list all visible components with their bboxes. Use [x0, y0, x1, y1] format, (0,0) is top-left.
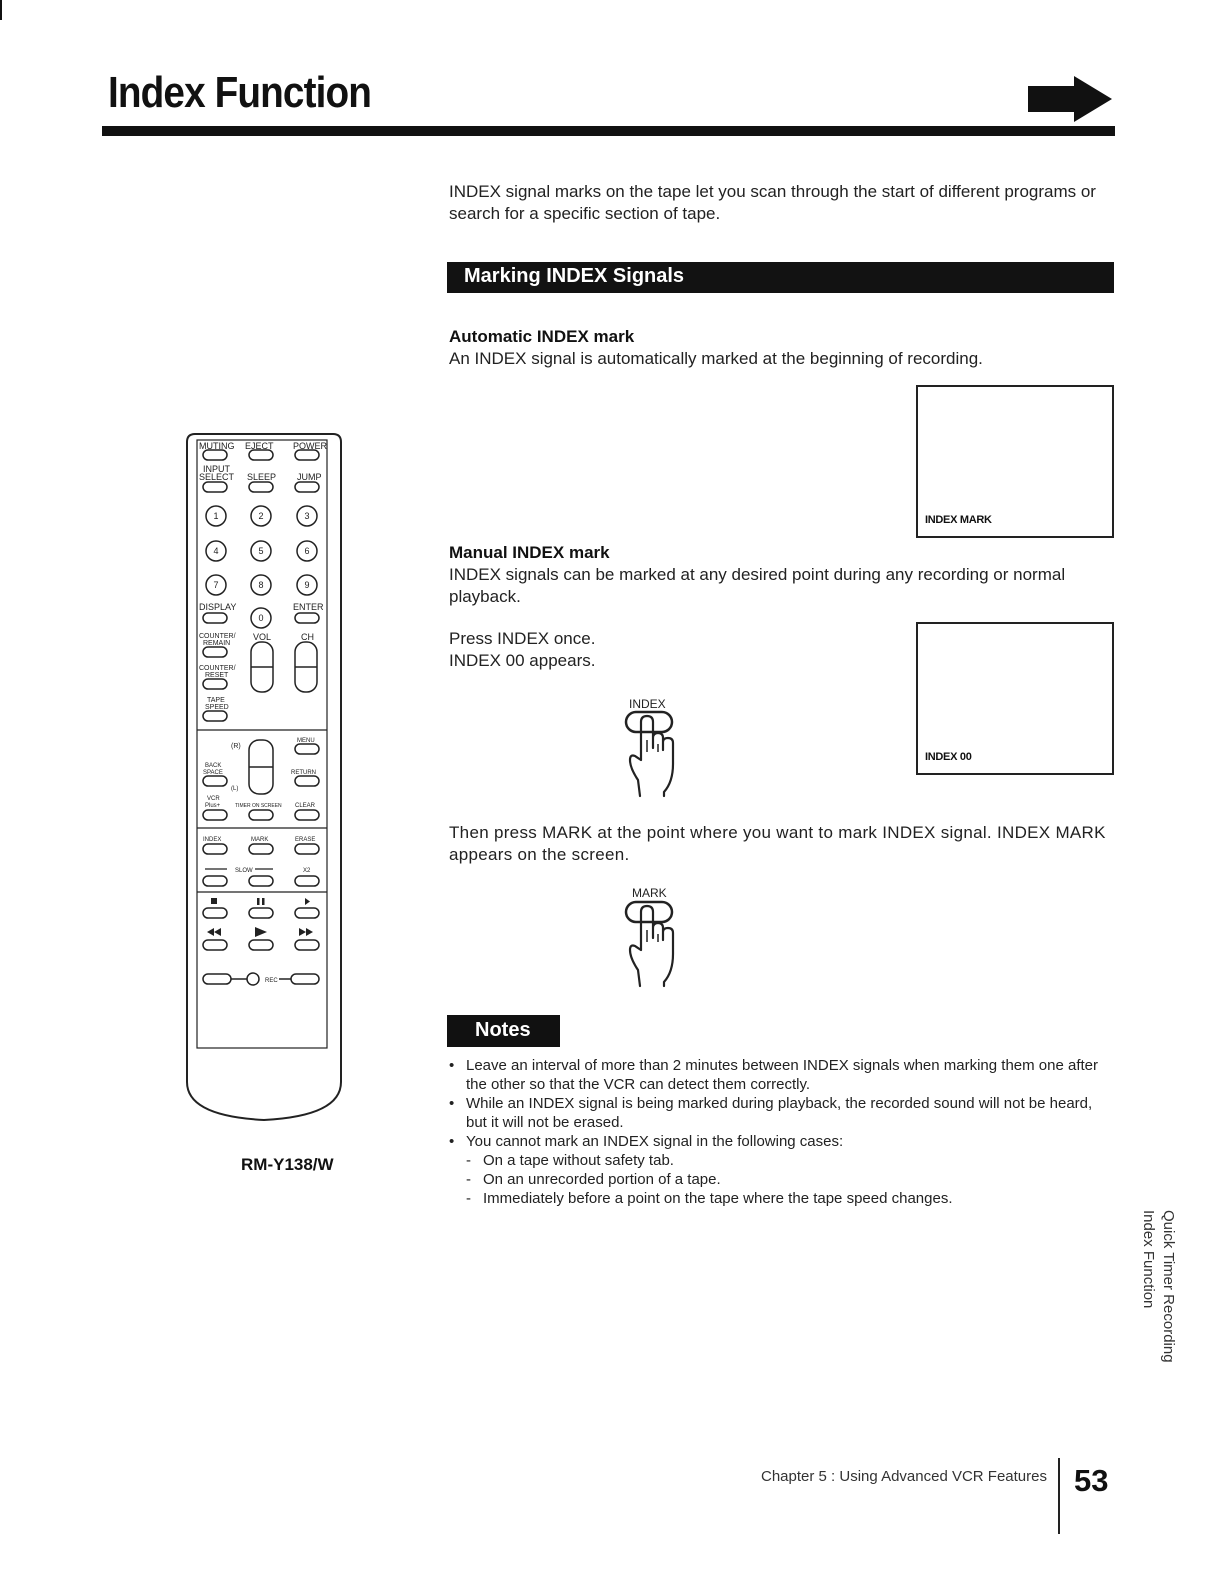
remote-label-slow: SLOW: [235, 868, 253, 874]
page-number: 53: [1074, 1463, 1109, 1498]
remote-slow-plus-button: [249, 876, 273, 886]
step-press-index: Press INDEX once.: [449, 629, 596, 648]
remote-digit-label: 6: [304, 546, 310, 556]
remote-timer-on-screen-button: [249, 810, 273, 820]
remote-label-eject: EJECT: [245, 441, 274, 451]
list-item: • While an INDEX signal is being marked during playback, the recorded sound will not be heard, but it will not be erased.: [449, 1094, 1114, 1132]
remote-input-select-button: [203, 482, 227, 492]
remote-digit-label: 8: [258, 580, 264, 590]
section-title: Marking INDEX Signals: [464, 265, 685, 287]
remote-muting-button: [203, 450, 227, 460]
list-item: • Leave an interval of more than 2 minutes between INDEX signals when marking them one after the other so that the VCR can detect them correctly.: [449, 1056, 1114, 1094]
remote-label-remain: REMAIN: [203, 640, 231, 647]
remote-jump-button: [295, 482, 319, 492]
hand-press-mark-icon: [616, 898, 686, 988]
remote-return-button: [295, 776, 319, 786]
mark-button-label: MARK: [632, 886, 667, 900]
page-title: Index Function: [108, 68, 372, 117]
remote-digit-label: 2: [258, 511, 264, 521]
manual-mark-text: INDEX signals can be marked at any desired point during any recording or normal playback.: [449, 565, 1066, 606]
notes-title: Notes: [475, 1019, 531, 1041]
remote-index-button: [203, 844, 227, 854]
remote-model-label: RM-Y138/W: [241, 1155, 334, 1174]
remote-clear-button: [295, 810, 319, 820]
remote-label-display: DISPLAY: [199, 602, 237, 612]
remote-sleep-button: [249, 482, 273, 492]
remote-pause-button: [249, 908, 273, 918]
fast-forward-icon: [299, 928, 306, 936]
remote-label-sleep: SLEEP: [247, 472, 277, 482]
remote-label-power: POWER: [293, 441, 328, 451]
remote-display-button: [203, 613, 227, 623]
cases-list: [466, 1151, 1114, 1208]
remote-label-space: SPACE: [203, 770, 223, 776]
manual-mark-heading: Manual INDEX mark: [449, 543, 610, 562]
remote-label-r: (R): [231, 743, 241, 750]
remote-label-reset: RESET: [205, 672, 229, 679]
rewind-icon: [207, 928, 214, 936]
remote-label-erase: ERASE: [295, 837, 316, 843]
intro-text: INDEX signal marks on the tape let you scan through the start of different programs or search for a specific section of tape.: [449, 182, 1096, 223]
side-tab-section: Index Function: [1140, 1210, 1157, 1309]
remote-stop-button: [203, 908, 227, 918]
play-icon: [255, 927, 267, 937]
remote-label-tape: TAPE: [207, 697, 225, 704]
remote-label-plus: Plus+: [205, 803, 221, 809]
hand-press-index-icon: [616, 708, 686, 798]
remote-label-timer-on-screen: TIMER ON SCREEN: [235, 803, 282, 809]
remote-rewind-button: [203, 940, 227, 950]
remote-label-input: INPUT: [203, 464, 230, 474]
screen-label: INDEX 00: [925, 751, 972, 763]
remote-label-counter: COUNTER/: [199, 665, 236, 672]
screen-label: INDEX MARK: [925, 514, 992, 526]
remote-ffwd-button: [295, 940, 319, 950]
remote-tape-speed-button: [203, 711, 227, 721]
remote-label-back: BACK: [205, 763, 222, 769]
remote-label-counter: COUNTER/: [199, 633, 236, 640]
remote-label-clear: CLEAR: [295, 803, 316, 809]
list-item-text: You cannot mark an INDEX signal in the following cases:: [466, 1133, 844, 1150]
remote-rec-indicator: [247, 973, 259, 985]
remote-label-vcr: VCR: [207, 796, 220, 802]
remote-label-jump: JUMP: [297, 472, 322, 482]
remote-label-muting: MUTING: [199, 441, 235, 451]
list-item: - Immediately before a point on the tape where the tape speed changes.: [466, 1189, 1114, 1208]
remote-label-menu: MENU: [297, 738, 315, 744]
remote-counter-remain-button: [203, 647, 227, 657]
step-index-appears: INDEX 00 appears.: [449, 651, 596, 670]
remote-play-button: [249, 940, 273, 950]
remote-power-button: [295, 450, 319, 460]
remote-label-enter: ENTER: [293, 602, 324, 612]
remote-label-index: INDEX: [203, 837, 222, 843]
remote-rec-left-button: [203, 974, 231, 984]
remote-label-select: SELECT: [199, 472, 235, 482]
tv-screen-index-mark: [916, 385, 1114, 538]
remote-eject-button: [249, 450, 273, 460]
index-button-label: INDEX: [629, 697, 666, 711]
remote-x2-button: [295, 876, 319, 886]
stop-icon: [211, 898, 217, 904]
remote-label-return: RETURN: [291, 770, 316, 776]
remote-label-rec: REC: [265, 978, 278, 984]
footer-chapter: Chapter 5 : Using Advanced VCR Features: [761, 1468, 1047, 1485]
remote-label-x2: X2: [303, 868, 311, 874]
remote-enter-button: [295, 613, 319, 623]
remote-digit-label: 5: [258, 546, 264, 556]
remote-label-ch: CH: [301, 632, 314, 642]
remote-counter-reset-button: [203, 679, 227, 689]
list-item: - On an unrecorded portion of a tape.: [466, 1170, 1114, 1189]
list-item: [449, 1132, 1114, 1208]
remote-erase-button: [295, 844, 319, 854]
remote-mark-button: [249, 844, 273, 854]
remote-label-l: (L): [231, 786, 239, 792]
title-rule: [102, 126, 1115, 136]
step-press-mark: Then press MARK at the point where you want to mark INDEX signal. INDEX MARK appears on the screen.: [449, 823, 1106, 864]
notes-list: [449, 1056, 1114, 1208]
page-edge-mark: [0, 0, 2, 20]
remote-digit-label: 3: [304, 511, 310, 521]
side-tab-chapter: Quick Timer Recording: [1160, 1210, 1177, 1363]
remote-digit-label: 9: [304, 580, 310, 590]
remote-menu-button: [295, 744, 319, 754]
side-tab: [1138, 1210, 1178, 1363]
remote-rec-right-button: [291, 974, 319, 984]
remote-vcr-plus-button: [203, 810, 227, 820]
remote-digit-label: 4: [213, 546, 219, 556]
remote-label-mark: MARK: [251, 837, 269, 843]
remote-slow-minus-button: [203, 876, 227, 886]
remote-frame-button: [295, 908, 319, 918]
tv-screen-index-00: [916, 622, 1114, 775]
continue-arrow-icon: [1028, 76, 1114, 122]
automatic-mark-heading: Automatic INDEX mark: [449, 327, 635, 346]
remote-control-illustration: [183, 432, 345, 1124]
remote-digit-label: 0: [258, 613, 264, 623]
pause-icon: [257, 898, 260, 905]
remote-digit-label: 1: [213, 511, 219, 521]
frame-advance-icon: [305, 898, 310, 905]
remote-label-speed: SPEED: [205, 704, 229, 711]
footer-divider: [1058, 1458, 1060, 1534]
remote-back-space-button: [203, 776, 227, 786]
list-item: - On a tape without safety tab.: [466, 1151, 1114, 1170]
remote-label-vol: VOL: [253, 632, 272, 642]
automatic-mark-text: An INDEX signal is automatically marked at the beginning of recording.: [449, 349, 983, 368]
remote-digit-label: 7: [213, 580, 219, 590]
